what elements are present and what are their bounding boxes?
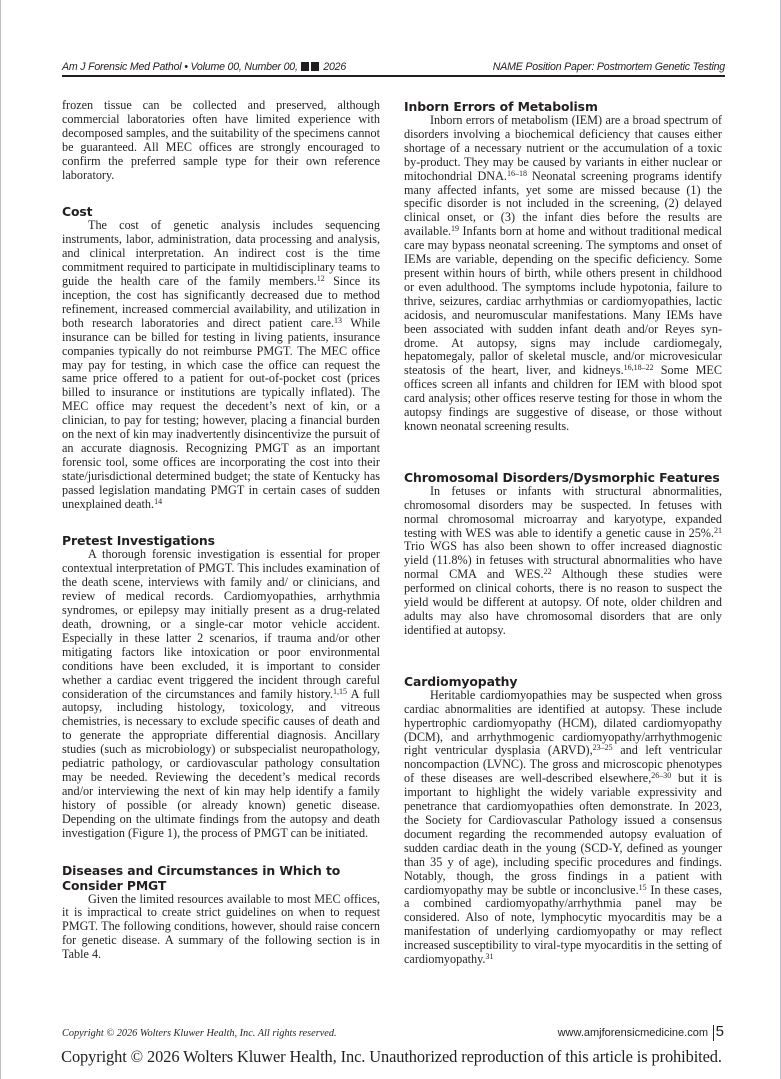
- paragraph: Given the limited resources available to most MEC offices, it is impractical to create strict guidelines on when to request PMGT. The following conditions, however, should raise concern for genetic disease. A summary of the following section is in Table 4.: [62, 891, 380, 962]
- citation-ref[interactable]: 13: [334, 315, 343, 325]
- section-heading-diseases: Diseases and Circumstances in Which to Consider PMGT: [62, 862, 341, 893]
- section-heading-cardiomyopathy: Cardiomyopathy: [404, 673, 518, 689]
- page-footer: [62, 1022, 724, 1044]
- citation-ref[interactable]: 21: [714, 525, 722, 535]
- redacted-month-block-icon: [311, 62, 319, 71]
- section-heading-iem: Inborn Errors of Metabolism: [404, 99, 598, 114]
- section-heading-pretest: Pretest Investigations: [62, 533, 215, 549]
- section-chromosomal-disorders: [404, 470, 722, 638]
- citation-ref[interactable]: 16,18–22: [623, 363, 654, 373]
- citation-ref[interactable]: 14: [154, 496, 163, 506]
- section-inborn-errors-metabolism: [404, 99, 722, 434]
- citation-ref[interactable]: 23–25: [592, 743, 613, 753]
- journal-citation: [62, 61, 346, 73]
- footer-copyright: Copyright © 2026 Wolters Kluwer Health, Inc. All rights reserved.: [62, 1028, 337, 1039]
- citation-ref[interactable]: 22: [543, 567, 552, 577]
- bullet-separator: •: [184, 61, 188, 73]
- section-cost: [62, 204, 380, 511]
- publication-year: 2026: [323, 61, 347, 73]
- running-title: NAME Position Paper: Postmortem Genetic Testing: [492, 61, 725, 73]
- section-cardiomyopathy: [404, 674, 722, 967]
- section-heading-cost: Cost: [62, 204, 93, 220]
- journal-name: Am J Forensic Med Pathol: [62, 61, 182, 73]
- citation-ref[interactable]: 19: [451, 224, 460, 234]
- citation-ref[interactable]: 1,15: [333, 686, 348, 696]
- continued-paragraph: frozen tissue can be collected and preserved, although commercial laboratories often have limited experience with decomposed samples, and the suitability of the specimens cannot be guaranteed. All MEC offices are strongly encouraged to confirm the preferred sample type for their own reference laboratory.: [62, 98, 380, 182]
- paragraph: Inborn errors of metabolism (IEM) are a broad spectrum of disorders involving a biochemical deficiency that causes either shortage of a necessary nutrient or the accumulation of a toxic by-product. They may be caused by variants in either nuclear or mitochondrial DNA.$^{16-18}$ Neonatal screening programs identify many affected infants, yet some are missed because (1) the specific disorder is not included in the screening, (2) delayed clinical onset, or (3) the infant dies before the results are available.$^{19}$ Infants born at home and without traditional medical care may bypass neonatal screening. The symptoms and onset of IEMs are variable, depending on the specific deficiency. Some present within hours of birth, while others present in childhood or even adulthood. The symptoms include hypotonia, failure to thrive, seizures, cardiac arrhythmias or cardiomyopathies, lactic acidosis, and neuromuscular manifestations. Many IEMs have been associated with sudden infant death and/or Reyes syndrome. At autopsy, signs may include cardiomegaly, hepatomegaly, pallor of skeletal muscle, and/or microvesicular steatosis of the heart, liver, and kidneys.$^{16,18-22}$ Some MEC offices screen all infants and children for IEM with blood spot card analysis; other offices reserve testing for those in whom the autopsy findings are suggestive of disease, or those without known neonatal screening results.: [404, 113, 722, 433]
- paragraph: A thorough forensic investigation is essential for proper contextual interpretation of PMGT. This includes examination of the death scene, interviews with family and/ or clinicians, and review of medical records. Cardiomyopathies, arrhythmia syndromes, or epilepsy may initially present as a drug-related death, drowning, or a single-car motor vehicle accident. Especially in these latter 2 scenarios, if trauma and/or other mitigating factors like intoxication or poor environmental conditions have been excluded, it is important to consider whether a cardiac event triggered the incident through careful consideration of the circumstances and family history.$^{1,15}$ A full autopsy, including histology, toxicology, and vitreous chemistries, is necessary to exclude specific causes of death and to generate the appropriate differential diagnosis. Ancillary studies (such as microbiology) or subspecialist neuropathology, pediatric pathology, or cardiovascular pathology consultation may be needed. Reviewing the decedent’s medical records and/or interviewing the next of kin may help identify a family history of possible (or already known) genetic disease. Depending on the ultimate findings from the autopsy and death investigation (Figure 1), the process of PMGT can be initiated.: [62, 547, 381, 840]
- citation-ref[interactable]: 31: [485, 952, 494, 962]
- paragraph: Heritable cardiomyopathies may be suspected when gross cardiac abnormalities are identified at autopsy. These include hypertrophic cardiomyopathy (HCM), dilated cardiomyopathy (DCM), and arrhythmogenic cardiomyopathy/arrhythmogenic right ventricular dysplasia (ARVD),$^{23-25}$ and left ventricular noncompaction (LVNC). The gross and microscopic phenotypes of these diseases are well-described elsewhere,$^{26-30}$ but it is important to highlight the widely variable expressivity and penetrance that cardiomyopathies often demonstrate. In 2023, the Society for Cardiovascular Pathology issued a consensus document regarding the recommended autopsy evaluation of sudden cardiac death in the young (SCD-Y, defined as younger than 35 y of age), including specific procedures and findings. Notably, though, the gross findings in a patient with cardiomyopathy may be subtle or inconclusive.$^{15}$ In these cases, a combined cardiomyopathy/arrhythmia panel may be considered. Also of note, lymphocytic myocarditis may be a manifestation of underlying cardiomyopathy or may reflect increased susceptibility to viral-type myocarditis in the setting of cardiomyopathy.$^{31}$: [404, 687, 722, 967]
- citation-ref[interactable]: 26–30: [651, 771, 672, 781]
- page-number: 5: [715, 1023, 724, 1040]
- paragraph: In fetuses or infants with structural abnormalities, chromosomal disorders may be suspected. In fetuses with normal chromosomal microarray and karyotype, expanded testing with WES was able to identify a genetic cause in 25%.$^{21}$ Trio WGS has also been shown to offer increased diagnostic yield (11.8%) in fetuses with structural abnormalities who have normal CMA and WES.$^{22}$ Although these studies were performed on clinical cohorts, there is no reason to suspect the yield would be different at autopsy. Of note, older children and adults may also have chromosomal disorders that are only identified at autopsy.: [404, 483, 723, 637]
- right-column: [404, 99, 722, 967]
- section-diseases-circumstances: [62, 863, 380, 963]
- paragraph: The cost of genetic analysis includes sequencing instruments, labor, administration, data processing and analysis, and clinical interpretation. An indirect cost is the time commitment required to participate in multidisciplinary teams to guide the health care of the family members.$^{12}$ Since its inception, the cost has significantly decreased due to method refinement, increased commercial availability, and utilization in both research laboratories and direct patient care.$^{13}$ While insurance can be billed for testing in living patients, insurance companies typically do not reimburse PMGT. The MEC office may pay for testing, in which case the office can request the same price offered to a patient for out-of-pocket cost (prices billed to insurance or institutions are typically inflated). The MEC office may request the decedent’s next of kin, or a clinician, to pay for testing; however, placing a financial burden on the next of kin may inadvertently disincentivize the pursuit of an accurate diagnosis. Recognizing PMGT as an important forensic tool, some offices are incorporating the cost into their state/jurisdictional determined budget; the state of Kentucky has passed legislation mandating PMGT in certain cases of sudden unexplained death.$^{14}$: [62, 218, 381, 511]
- section-pretest-investigations: [62, 533, 380, 840]
- section-heading-chromosomal: Chromosomal Disorders/Dysmorphic Features: [404, 469, 720, 485]
- citation-ref[interactable]: 16–18: [506, 168, 527, 178]
- copyright-notice: Copyright © 2026 Wolters Kluwer Health, Inc. Unauthorized reproduction of this article is prohibited.: [61, 1047, 722, 1066]
- volume-issue: Volume 00, Number 00,: [190, 61, 298, 73]
- journal-url-link[interactable]: www.amjforensicmedicine.com: [557, 1027, 708, 1039]
- citation-ref[interactable]: 12: [316, 274, 325, 284]
- citation-ref[interactable]: 15: [638, 882, 647, 892]
- redacted-month-block-icon: [301, 62, 309, 71]
- running-header: [62, 57, 725, 77]
- footer-divider: [713, 1025, 714, 1041]
- left-column: [62, 99, 380, 962]
